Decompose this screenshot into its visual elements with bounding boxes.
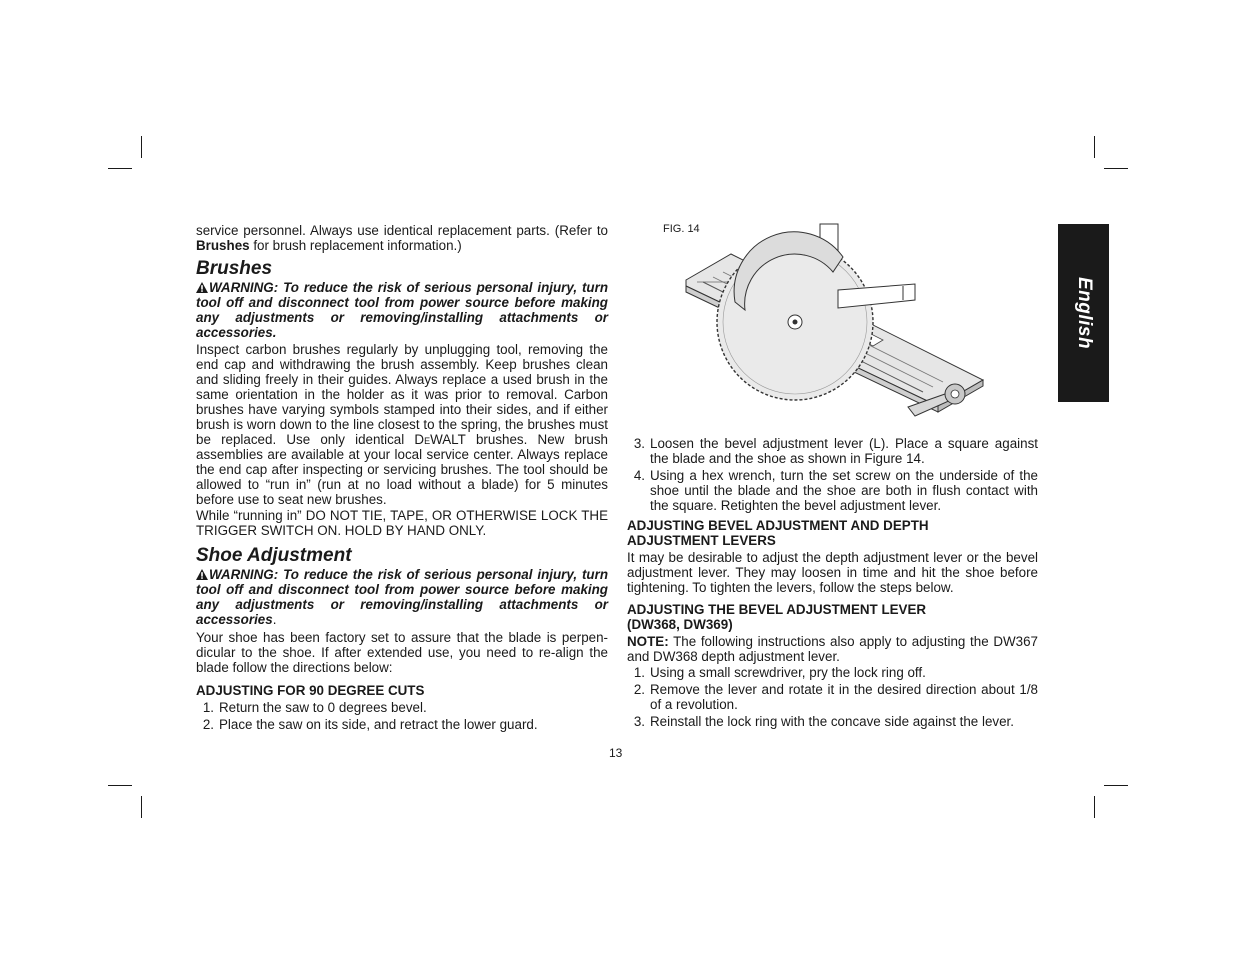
note-text: The following instructions also apply to adjusting the DW367 and DW368 depth adjustment lever. xyxy=(627,634,1038,664)
step-number: 3. xyxy=(633,714,645,729)
intro-bold: Brushes xyxy=(196,238,250,253)
levers-subheading-line1: ADJUSTING BEVEL ADJUSTMENT AND DEPTH xyxy=(627,518,929,533)
warning-triangle-icon xyxy=(196,569,208,580)
shoe-steps xyxy=(196,700,608,732)
left-column xyxy=(196,223,608,734)
brushes-body xyxy=(196,342,608,507)
list-item xyxy=(627,436,1038,466)
list-item xyxy=(627,665,1038,680)
shoe-warning-text: WARNING: To reduce the risk of serious personal injury, turn tool off and disconnect tool from power source before making any adjustments or removing/installing attachments or accessories xyxy=(196,567,608,627)
lever-steps xyxy=(627,665,1038,729)
note-label: NOTE: xyxy=(627,634,669,649)
levers-body: It may be desirable to adjust the depth adjustment lever or the bevel adjustment lever. They may loosen in time and hit the shoe before tightening. To tighten the levers, follow the steps below. xyxy=(627,550,1038,595)
step-text: Remove the lever and rotate it in the desired direction about 1/8 of a revolution. xyxy=(650,682,1038,712)
brand-name: eWALT xyxy=(424,432,466,447)
language-tab-label: English xyxy=(1073,276,1095,350)
crop-mark xyxy=(141,796,142,818)
crop-mark xyxy=(141,136,142,158)
step-number: 2. xyxy=(633,682,645,697)
step-number: 1. xyxy=(202,700,214,715)
bevel-steps xyxy=(627,436,1038,513)
shoe-body: Your shoe has been factory set to assure that the blade is perpen-dicular to the shoe. If after extended use, you need to re-align the blade follow the directions below: xyxy=(196,630,608,675)
step-number: 3. xyxy=(633,436,645,451)
brushes-warning xyxy=(196,280,608,340)
step-text: Return the saw to 0 degrees bevel. xyxy=(219,700,427,715)
step-number: 4. xyxy=(633,468,645,483)
bevel-lever-subheading-line2: (DW368, DW369) xyxy=(627,617,733,632)
step-text: Reinstall the lock ring with the concave side against the lever. xyxy=(650,714,1014,729)
intro-paragraph xyxy=(196,223,608,253)
brushes-body-after: brushes. New brush assemblies are available at your local service center. Always replace the end cap after inspecting or servicing brushes. The tool should be allowed to “run in” (run at no load without a blade) for 5 minutes before use to seat new brushes. xyxy=(196,432,608,507)
bevel-lever-subheading xyxy=(627,602,1038,632)
brushes-body-before: Inspect carbon brushes regularly by unplugging tool, removing the end cap and withdrawing the brush assembly. Keep brushes clean and sliding freely in their guides. Always replace a used brush in the same orientation in the holder as it was prior to removal. Carbon brushes have varying symbols stamped into their sides, and if either brush is worn down to the line closest to the spring, the brushes must be replaced. Use only identical D xyxy=(196,342,608,447)
step-number: 1. xyxy=(633,665,645,680)
crop-mark xyxy=(108,168,132,169)
language-tab xyxy=(1058,224,1109,402)
intro-text: service personnel. Always use identical replacement parts. (Refer to xyxy=(196,223,608,238)
saw-shoe-figure xyxy=(683,222,988,428)
warning-triangle-icon xyxy=(196,282,208,293)
crop-mark xyxy=(1104,168,1128,169)
crop-mark xyxy=(108,785,132,786)
bevel-lever-subheading-line1: ADJUSTING THE BEVEL ADJUSTMENT LEVER xyxy=(627,602,927,617)
list-item xyxy=(196,700,608,715)
list-item xyxy=(196,717,608,732)
right-column xyxy=(627,436,1038,731)
note-paragraph xyxy=(627,634,1038,664)
levers-subheading xyxy=(627,518,1038,548)
step-text: Place the saw on its side, and retract the lower guard. xyxy=(219,717,538,732)
page-number: 13 xyxy=(609,746,623,760)
levers-subheading-line2: ADJUSTMENT LEVERS xyxy=(627,533,776,548)
step-text: Using a hex wrench, turn the set screw on the underside of the shoe until the blade and the shoe are both in flush contact with the square. Retighten the bevel adjustment lever. xyxy=(650,468,1038,513)
step-number: 2. xyxy=(202,717,214,732)
brushes-warning-text: WARNING: To reduce the risk of serious personal injury, turn tool off and disconnect tool from power source before making any adjustments or removing/installing attachments or accessories. xyxy=(196,280,608,340)
brushes-heading: Brushes xyxy=(196,258,273,279)
shoe-subheading: ADJUSTING FOR 90 DEGREE CUTS xyxy=(196,683,425,698)
list-item xyxy=(627,468,1038,513)
shoe-warning-end: . xyxy=(272,612,277,627)
figure-label: FIG. 14 xyxy=(663,223,700,235)
crop-mark xyxy=(1104,785,1128,786)
shoe-heading: Shoe Adjustment xyxy=(196,545,352,566)
shoe-warning xyxy=(196,567,608,627)
list-item xyxy=(627,714,1038,729)
crop-mark xyxy=(1094,136,1095,158)
step-text: Loosen the bevel adjustment lever (L). Place a square against the blade and the shoe as shown in Figure 14. xyxy=(650,436,1038,466)
intro-end: for brush replacement information.) xyxy=(249,238,462,253)
crop-mark xyxy=(1094,796,1095,818)
list-item xyxy=(627,682,1038,712)
running-in-note: While “running in” DO NOT TIE, TAPE, OR OTHERWISE LOCK THE TRIGGER SWITCH ON. HOLD BY HAND ONLY. xyxy=(196,508,608,538)
step-text: Using a small screwdriver, pry the lock ring off. xyxy=(650,665,926,680)
